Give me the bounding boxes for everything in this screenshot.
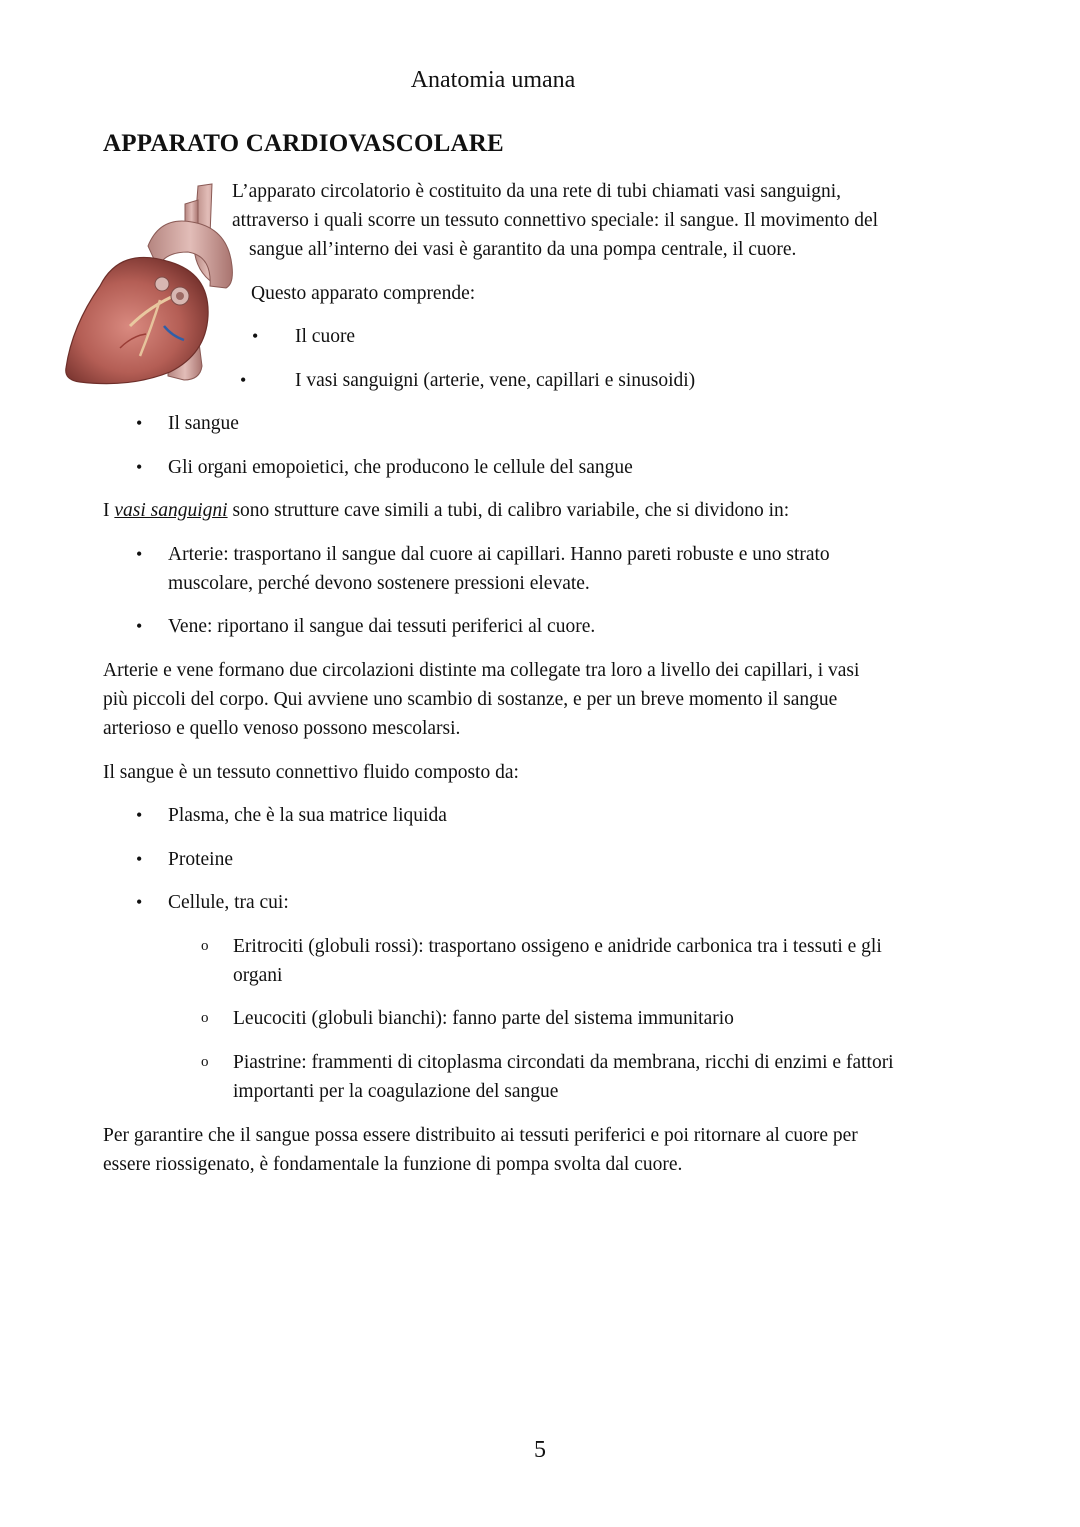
conclusion-line-2: essere riossigenato, è fondamentale la funzione di pompa svolta dal cuore. <box>103 1154 683 1175</box>
page-header-title: Anatomia umana <box>410 67 576 93</box>
eritrociti-line-1: Eritrociti (globuli rossi): trasportano ossigeno e anidride carbonica tra i tessuti e gli <box>233 936 882 957</box>
arterie-line-1: Arterie: trasportano il sangue dal cuore ai capillari. Hanno pareti robuste e uno strato <box>168 544 830 565</box>
list-item: Plasma, che è la sua matrice liquida <box>168 805 447 826</box>
list-item: Il cuore <box>295 326 356 347</box>
components-lead: Questo apparato comprende: <box>251 283 476 304</box>
sub-bullet-icon: o <box>201 1054 209 1070</box>
bullet-icon: • <box>136 849 143 869</box>
eritrociti-line-2: organi <box>233 965 283 986</box>
conclusion-line-1: Per garantire che il sangue possa essere distribuito ai tessuti periferici e poi ritornare al cuore per <box>103 1125 858 1146</box>
list-item: Gli organi emopoietici, che producono le cellule del sangue <box>168 457 633 478</box>
bullet-icon: • <box>252 326 259 346</box>
bullet-icon: • <box>136 457 143 477</box>
circulation-line-3: arterioso e quello venoso possono mescolarsi. <box>103 718 461 739</box>
intro-line-2: attraverso i quali scorre un tessuto connettivo speciale: il sangue. Il movimento del <box>232 210 879 231</box>
bullet-icon: • <box>240 370 247 390</box>
circulation-line-1: Arterie e vene formano due circolazioni distinte ma collegate tra loro a livello dei capillari, i vasi <box>103 660 860 681</box>
vessels-lead-prefix: I <box>103 500 115 521</box>
list-item: I vasi sanguigni (arterie, vene, capillari e sinusoidi) <box>295 370 696 391</box>
list-item: Il sangue <box>168 413 239 434</box>
page-number: 5 <box>534 1437 546 1463</box>
bullet-icon: • <box>136 892 143 912</box>
bullet-icon: • <box>136 616 143 636</box>
vessels-term: vasi sanguigni <box>114 500 228 521</box>
piastrine-line-1: Piastrine: frammenti di citoplasma circondati da membrana, ricchi di enzimi e fattori <box>233 1052 894 1073</box>
sub-bullet-icon: o <box>201 1010 209 1026</box>
intro-line-3: sangue all’interno dei vasi è garantito da una pompa centrale, il cuore. <box>249 239 797 260</box>
list-item: Proteine <box>168 849 233 870</box>
blood-lead: Il sangue è un tessuto connettivo fluido composto da: <box>103 762 519 783</box>
bullet-icon: • <box>136 544 143 564</box>
piastrine-line-2: importanti per la coagulazione del sangue <box>233 1081 559 1102</box>
vene-item: Vene: riportano il sangue dai tessuti periferici al cuore. <box>168 616 596 637</box>
arterie-line-2: muscolare, perché devono sostenere pressioni elevate. <box>168 573 590 594</box>
intro-line-1: L’apparato circolatorio è costituito da una rete di tubi chiamati vasi sanguigni, <box>232 181 842 202</box>
vessels-lead-suffix: sono strutture cave simili a tubi, di calibro variabile, che si dividono in: <box>227 500 790 521</box>
sub-bullet-icon: o <box>201 938 209 954</box>
vessels-lead <box>103 496 789 525</box>
list-item: Cellule, tra cui: <box>168 892 289 913</box>
anatomical-heart-icon <box>60 176 240 386</box>
section-title: APPARATO CARDIOVASCOLARE <box>103 130 504 157</box>
bullet-icon: • <box>136 805 143 825</box>
circulation-line-2: più piccoli del corpo. Qui avviene uno scambio di sostanze, e per un breve momento il sangue <box>103 689 838 710</box>
bullet-icon: • <box>136 413 143 433</box>
leucociti-item: Leucociti (globuli bianchi): fanno parte del sistema immunitario <box>233 1008 734 1029</box>
